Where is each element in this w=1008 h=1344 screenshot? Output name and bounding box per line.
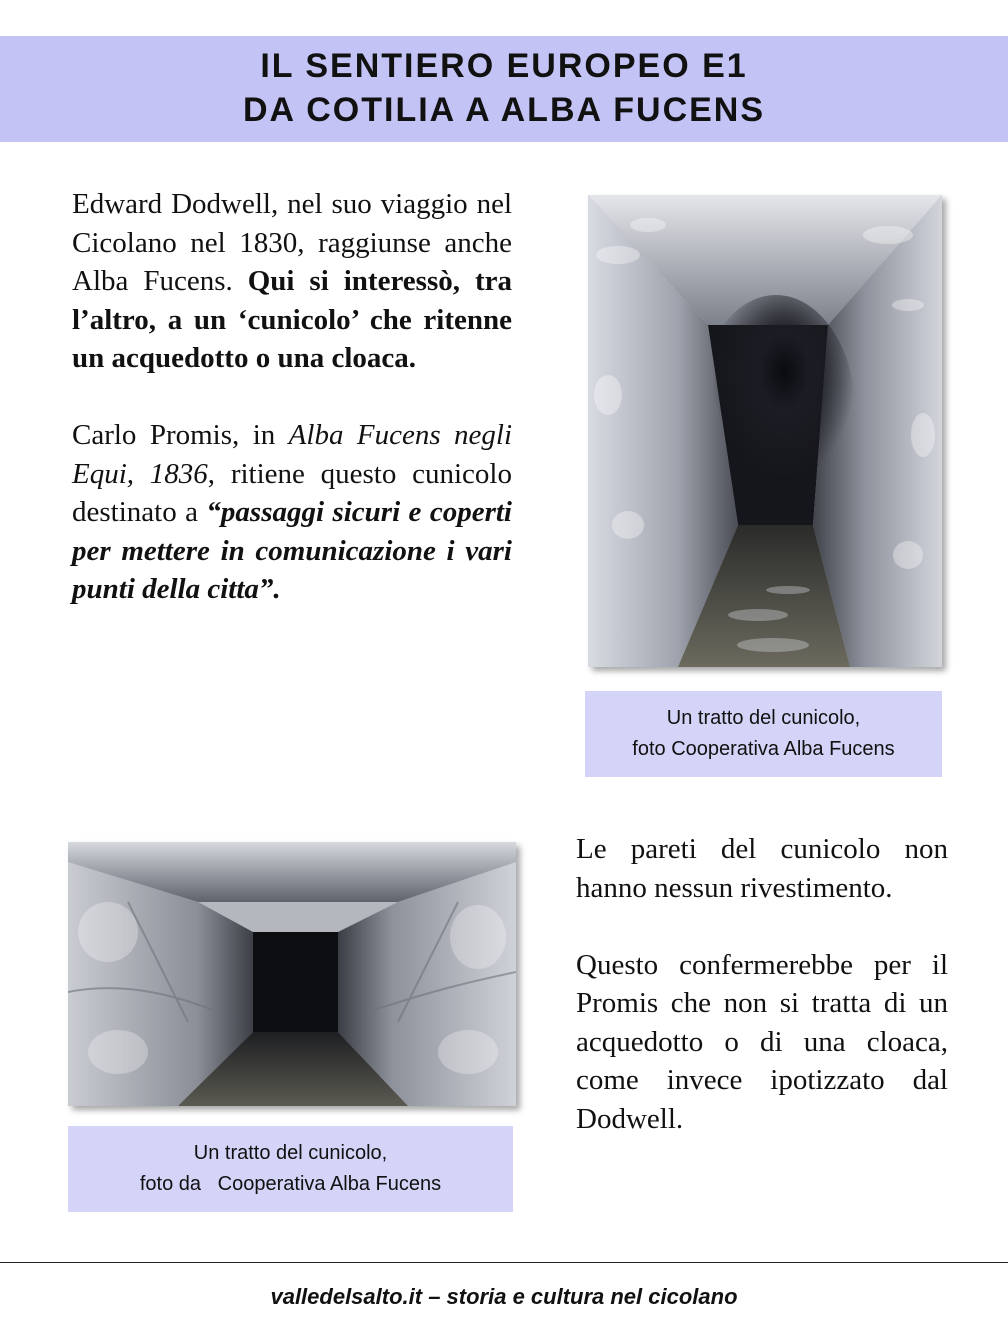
footer-divider: [0, 1262, 1008, 1263]
page-title-line-2: DA COTILIA A ALBA FUCENS: [242, 91, 766, 129]
conclusion-paragraph: Questo confermerebbe per il Promis che non si tratta di un acquedotto o di una cloaca, come invece ipotizzato dal Dodwell.: [576, 948, 948, 1135]
promis-intro-text: Carlo Promis, in: [72, 419, 289, 451]
caption-2-line-1: Un tratto del cunicolo,: [193, 1142, 388, 1164]
caption-1-line-1: Un tratto del cunicolo,: [666, 707, 861, 729]
caption-1-line-2: foto Cooperativa Alba Fucens: [632, 738, 895, 760]
walls-paragraph: Le pareti del cunicolo non hanno nessun rivestimento.: [576, 833, 948, 904]
photo-caption-2: [68, 1126, 513, 1212]
promis-quote: “passaggi sicuri e coperti per mettere in comunicazione i vari punti della citta”.: [72, 496, 512, 605]
tunnel-photo-horizontal-image: [68, 842, 516, 1106]
tunnel-photo-vertical: [588, 195, 942, 667]
promis-paragraph: [72, 416, 512, 609]
footer-text: valledelsalto.it – storia e cultura nel cicolano: [270, 1284, 738, 1309]
intro-text-block: [72, 185, 512, 609]
caption-2-line-2: foto da Cooperativa Alba Fucens: [139, 1173, 442, 1195]
title-banner: [0, 36, 1008, 142]
dodwell-bold-text: Qui si interessò, tra l’altro, a un ‘cunicolo’ che ritenne un acquedotto o una cloaca.: [72, 265, 512, 374]
photo-caption-1: [585, 691, 942, 777]
page-title-line-1: IL SENTIERO EUROPEO E1: [260, 47, 748, 85]
book-title: Alba Fucens negli Equi, 1836: [72, 419, 512, 490]
dodwell-intro-text: Edward Dodwell, nel suo viaggio nel Cicolano nel 1830, raggiunse anche Alba Fucens.: [72, 188, 512, 297]
dodwell-paragraph: [72, 185, 512, 378]
tunnel-photo-horizontal: [68, 842, 516, 1106]
walls-text-block: [576, 830, 948, 1138]
tunnel-photo-vertical-image: [588, 195, 942, 667]
promis-mid-text: , ritiene questo cunicolo destinato a: [72, 457, 512, 528]
